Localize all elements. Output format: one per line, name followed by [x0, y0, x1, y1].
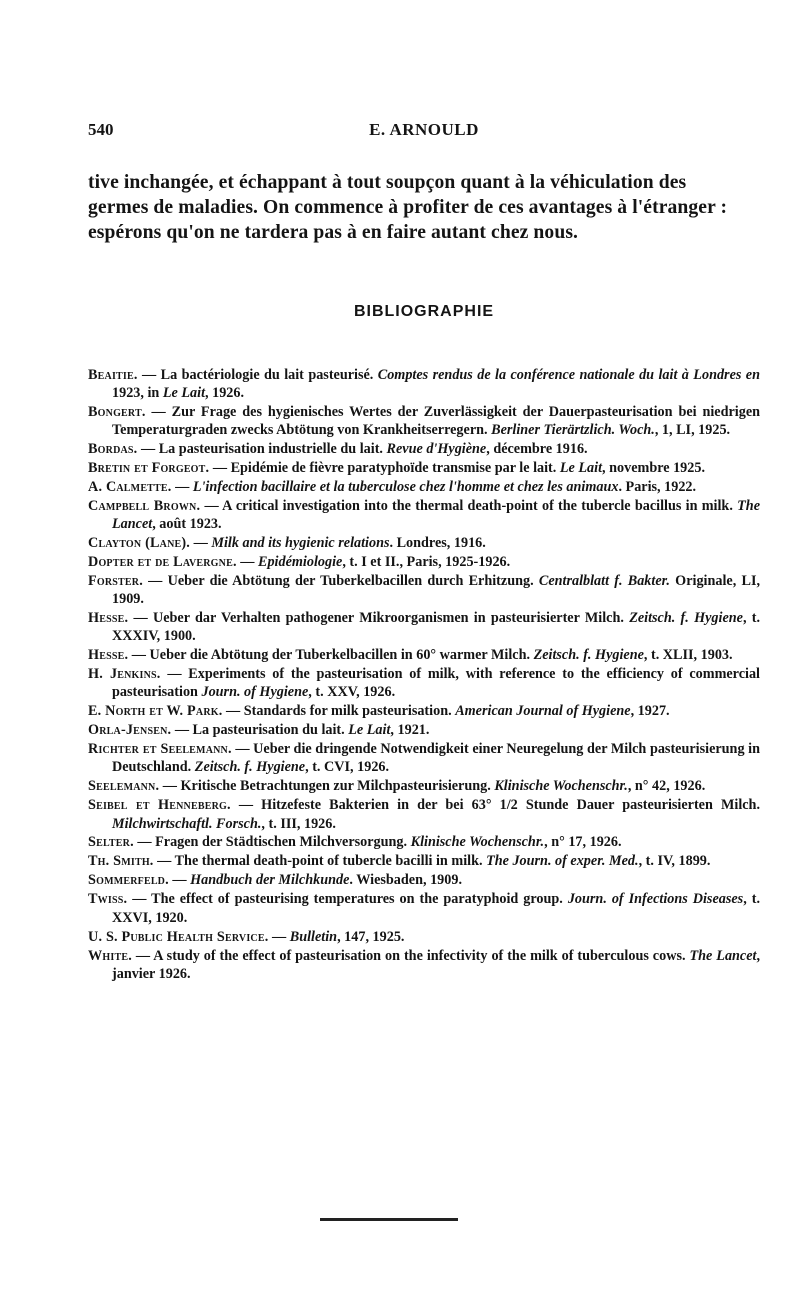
entry-details: , t. XXVI, 1920.	[112, 891, 760, 926]
bibliography-list	[88, 366, 760, 984]
bibliography-entry	[88, 928, 760, 946]
entry-source: L'infection bacillaire et la tuberculose chez l'homme et chez les animaux	[192, 479, 619, 496]
entry-details: , t. XXV, 1926.	[308, 684, 396, 701]
entry-source: The Lancet	[689, 947, 757, 964]
entry-source: American Journal of Hygiene	[455, 703, 631, 720]
bibliography-entry	[88, 459, 760, 477]
entry-details: . Londres, 1916.	[389, 535, 486, 552]
entry-separator: —	[231, 741, 254, 758]
entry-source: Le Lait	[348, 722, 391, 739]
entry-details: , n° 17, 1926.	[544, 834, 622, 851]
entry-source: Journ. of Infections Diseases	[567, 891, 744, 908]
bibliography-entry	[88, 871, 760, 889]
entry-details: , août 1923.	[152, 516, 222, 533]
entry-separator: —	[128, 610, 153, 627]
entry-author: Seelemann.	[88, 778, 160, 795]
entry-source: Milchwirtschaftl. Forsch.	[112, 815, 262, 832]
entry-details: . Paris, 1922.	[618, 479, 697, 496]
intro-line: germes de maladies. On commence à profiter de ces avantages à l'étranger :	[88, 197, 728, 218]
entry-separator: —	[168, 872, 191, 889]
entry-source: Zeitsch. f. Hygiene	[629, 610, 743, 627]
intro-line: espérons qu'on ne tardera pas à en faire autant chez nous.	[88, 222, 579, 243]
entry-separator: —	[131, 947, 154, 964]
entry-author: Campbell Brown.	[88, 498, 201, 515]
bibliography-entry	[88, 572, 760, 608]
entry-source: The Lancet	[112, 498, 760, 533]
bibliography-entry	[88, 366, 760, 402]
entry-text: Ueber die dringende Notwendigkeit einer Neuregelung der Milch pasteurisierung in Deutschland.	[112, 741, 760, 776]
bibliography-entry	[88, 646, 760, 664]
entry-text: Epidémie de fièvre paratyphoïde transmise par le lait.	[230, 460, 560, 477]
bibliography-entry	[88, 665, 760, 701]
entry-separator: —	[236, 554, 258, 571]
entry-source: Zeitsch. f. Hygiene	[533, 647, 644, 664]
bibliography-entry	[88, 403, 760, 439]
entry-details: , 1926.	[205, 385, 245, 402]
bibliography-entry	[88, 740, 760, 776]
bibliography-entry	[88, 534, 760, 552]
entry-author: Bongert.	[88, 404, 146, 421]
bibliography-entry	[88, 497, 760, 533]
entry-details: , n° 42, 1926.	[627, 778, 706, 795]
entry-text: Zur Frage des hygienisches Wertes der Zuverlässigkeit der Dauerpasteurisation bei niedrigen Temperaturgraden zwecks Abtötung von Krankheitserregern.	[112, 404, 761, 439]
entry-author: Orla-Jensen.	[88, 722, 172, 739]
entry-text: The thermal death-point of tubercle bacilli in milk.	[174, 853, 487, 870]
entry-source: Berliner Tierärtzlich. Woch.	[491, 422, 655, 439]
entry-details: , 1921.	[390, 722, 430, 739]
entry-details: , 1, LI, 1925.	[654, 422, 731, 439]
entry-author: Bretin et Forgeot.	[88, 460, 210, 477]
entry-separator: —	[145, 404, 172, 421]
entry-text: La pasteurisation industrielle du lait.	[158, 441, 387, 458]
entry-source: Revue d'Hygiène	[386, 441, 487, 458]
entry-text: The effect of pasteurising temperatures on the paratyphoid group.	[151, 891, 568, 908]
entry-text: Hitzefeste Bakterien in der bei 63° 1/2 Stunde Dauer pasteurisierten Milch.	[261, 797, 760, 814]
bibliography-entry	[88, 553, 760, 571]
entry-author: Clayton (Lane).	[88, 535, 191, 552]
entry-separator: —	[127, 891, 152, 908]
entry-details: , t. III, 1926.	[261, 815, 336, 832]
bibliography-entry	[88, 833, 760, 851]
entry-text: Standards for milk pasteurisation.	[243, 703, 456, 720]
entry-author: Th. Smith.	[88, 853, 154, 870]
bibliography-entry	[88, 478, 760, 496]
entry-details: , novembre 1925.	[602, 460, 706, 477]
bibliography-entry	[88, 440, 760, 458]
entry-details: , janvier 1926.	[112, 947, 761, 982]
entry-details: , t. I et II., Paris, 1925-1926.	[342, 554, 511, 571]
entry-separator: —	[142, 573, 168, 590]
entry-separator: —	[137, 441, 159, 458]
entry-author: Selter.	[88, 834, 134, 851]
bibliography-entry	[88, 796, 760, 832]
entry-text: La pasteurisation du lait.	[192, 722, 349, 739]
entry-source: Klinische Wochenschr.	[494, 778, 628, 795]
page-header	[88, 120, 760, 144]
entry-source: Le Lait	[559, 460, 603, 477]
entry-author: Hesse.	[88, 610, 129, 627]
entry-details: , t. CVI, 1926.	[305, 759, 390, 776]
entry-details: 1923, in	[112, 385, 163, 402]
entry-source: Le Lait	[162, 385, 206, 402]
entry-author: Twiss.	[88, 891, 128, 908]
entry-author: U. S. Public Health Service.	[88, 928, 269, 945]
entry-separator: —	[209, 460, 231, 477]
entry-details: , décembre 1916.	[486, 441, 588, 458]
entry-text: La bactériologie du lait pasteurisé.	[160, 367, 378, 383]
entry-separator: —	[268, 928, 290, 945]
entry-text: Kritische Betrachtungen zur Milchpasteurisierung.	[180, 778, 495, 795]
entry-details: Originale, LI, 1909.	[112, 573, 761, 608]
entry-separator: —	[160, 666, 189, 683]
entry-source: Bulletin	[289, 928, 338, 945]
entry-author: Forster.	[88, 573, 143, 590]
bibliography-entry	[88, 702, 760, 720]
entry-source: Centralblatt f. Bakter.	[538, 573, 670, 590]
entry-details: , 147, 1925.	[337, 928, 405, 945]
bibliography-entry	[88, 947, 760, 983]
bibliography-entry	[88, 721, 760, 739]
entry-text: Experiments of the pasteurisation of milk, with reference to the efficiency of commercial pasteurisation	[112, 666, 761, 701]
entry-text: A study of the effect of pasteurisation on the infectivity of the milk of tuberculous cows.	[153, 947, 690, 964]
entry-author: White.	[88, 947, 132, 964]
bibliography-entry	[88, 852, 760, 870]
entry-text: A critical investigation into the thermal death-point of the tubercle bacillus in milk.	[222, 498, 738, 515]
footer-rule	[320, 1218, 458, 1221]
entry-text: Fragen der Städtischen Milchversorgung.	[155, 834, 411, 851]
entry-details: , t. XXXIV, 1900.	[112, 610, 761, 645]
bibliography-entry	[88, 777, 760, 795]
entry-details: . Wiesbaden, 1909.	[349, 872, 462, 889]
intro-line: tive inchangée, et échappant à tout soupçon quant à la véhiculation des	[88, 172, 687, 193]
entry-author: Hesse.	[88, 647, 129, 664]
entry-details: , t. IV, 1899.	[638, 853, 711, 870]
entry-author: A. Calmette.	[88, 479, 172, 496]
entry-text: Ueber die Abtötung der Tuberkelbacillen durch Erhitzung.	[167, 573, 539, 590]
bibliography-entry	[88, 609, 760, 645]
entry-author: Dopter et de Lavergne.	[88, 554, 237, 571]
running-title: E. ARNOULD	[369, 120, 479, 139]
entry-separator: —	[133, 834, 156, 851]
entry-source: Journ. of Hygiene	[201, 684, 309, 701]
entry-source: Epidémiologie	[257, 554, 343, 571]
entry-separator: —	[230, 797, 262, 814]
bibliography-heading: BIBLIOGRAPHIE	[353, 303, 495, 320]
entry-separator: —	[171, 479, 193, 496]
entry-author: H. Jenkins.	[88, 666, 161, 683]
entry-separator: —	[137, 367, 161, 383]
intro-paragraph	[88, 170, 760, 245]
entry-author: Seibel et Henneberg.	[88, 797, 231, 814]
entry-separator: —	[159, 778, 181, 795]
entry-source: Zeitsch. f. Hygiene	[194, 759, 306, 776]
entry-separator: —	[153, 853, 175, 870]
entry-text: Ueber dar Verhalten pathogener Mikroorganismen in pasteurisierter Milch.	[152, 610, 630, 627]
entry-details: , t. XLII, 1903.	[643, 647, 733, 664]
entry-separator: —	[190, 535, 212, 552]
entry-details: , 1927.	[630, 703, 670, 720]
entry-author: Bordas.	[88, 441, 138, 458]
entry-separator: —	[171, 722, 193, 739]
entry-source: The Journ. of exper. Med.	[486, 853, 639, 870]
entry-text: Ueber die Abtötung der Tuberkelbacillen in 60° warmer Milch.	[149, 647, 534, 664]
entry-author: Richter et Seelemann.	[88, 741, 232, 758]
entry-author: E. North et W. Park.	[88, 703, 223, 720]
entry-source: Handbuch der Milchkunde	[190, 872, 350, 889]
page-number: 540	[88, 120, 114, 139]
entry-separator: —	[200, 498, 223, 515]
entry-author: Beaitie.	[88, 367, 138, 383]
entry-separator: —	[222, 703, 244, 720]
entry-source: Milk and its hygienic relations	[211, 535, 390, 552]
entry-source: Comptes rendus de la conférence nationale du lait à Londres en	[377, 367, 760, 383]
entry-author: Sommerfeld.	[88, 872, 169, 889]
entry-separator: —	[128, 647, 150, 664]
entry-source: Klinische Wochenschr.	[410, 834, 545, 851]
bibliography-entry	[88, 890, 760, 926]
